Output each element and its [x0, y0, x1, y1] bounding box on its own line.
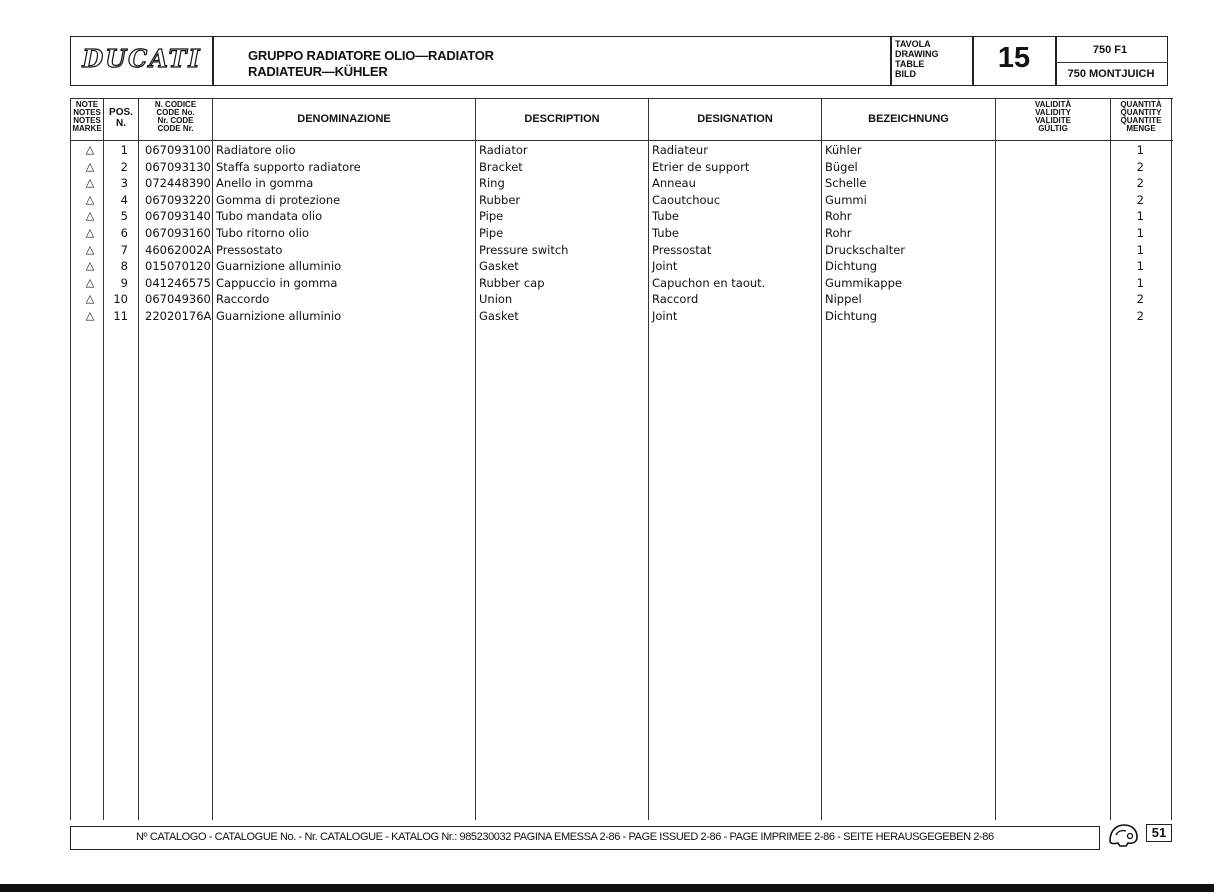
- row-note-marker: △: [85, 209, 95, 223]
- row-description: Union: [479, 292, 513, 307]
- row-denominazione: Pressostato: [216, 242, 283, 257]
- row-quantity: 2: [1136, 176, 1144, 191]
- quantity-column-header: [1111, 101, 1171, 133]
- model-label-top: 750 F1: [1092, 44, 1128, 56]
- row-quantity: 2: [1136, 159, 1144, 174]
- row-note-marker: △: [85, 192, 95, 206]
- column-divider: [475, 98, 476, 820]
- row-bezeichnung: Kühler: [825, 143, 862, 157]
- model-label-bottom: 750 MONTJUICH: [1067, 68, 1155, 80]
- row-denominazione: Staffa supporto radiatore: [216, 159, 361, 174]
- row-quantity: 1: [1136, 242, 1144, 257]
- row-bezeichnung: Druckschalter: [825, 242, 906, 257]
- row-quantity: 1: [1136, 275, 1144, 290]
- model-divider: [1055, 62, 1168, 63]
- table-label-de: BILD: [895, 69, 916, 79]
- designation-column-header: DESIGNATION: [697, 113, 773, 125]
- row-designation: Joint: [652, 259, 678, 274]
- page-title-line1: GRUPPO RADIATORE OLIO—RADIATOR: [248, 48, 494, 63]
- notes-header-it: NOTE: [75, 100, 99, 109]
- row-part-code: 067093160: [145, 226, 211, 240]
- row-designation: Tube: [652, 209, 679, 224]
- denominazione-column-header: DENOMINAZIONE: [297, 113, 391, 125]
- row-part-code: 015070120: [145, 259, 211, 274]
- quantity-header-de: MENGE: [1126, 124, 1156, 133]
- row-position: 2: [120, 159, 128, 174]
- row-designation: Raccord: [652, 292, 699, 307]
- row-note-marker: △: [85, 309, 95, 322]
- notes-header-en: NOTES: [73, 108, 101, 117]
- row-description: Radiator: [479, 143, 528, 157]
- row-part-code: 067093130: [145, 159, 211, 174]
- row-position: 10: [113, 292, 128, 307]
- row-denominazione: Anello in gomma: [216, 176, 314, 191]
- validity-header-fr: VALIDITE: [1035, 116, 1071, 125]
- description-column-header: DESCRIPTION: [524, 113, 600, 125]
- row-description: Bracket: [479, 159, 523, 174]
- row-designation: Capuchon en taout.: [652, 275, 766, 290]
- row-position: 3: [120, 176, 128, 191]
- row-position: 7: [120, 242, 128, 257]
- header-divider: [212, 36, 214, 86]
- row-bezeichnung: Nippel: [825, 292, 862, 307]
- code-header-de: CODE Nr.: [157, 124, 194, 133]
- row-description: Rubber cap: [479, 275, 545, 290]
- column-divider: [1171, 98, 1172, 820]
- validity-header-it: VALIDITÀ: [1034, 100, 1072, 109]
- column-divider: [138, 98, 139, 820]
- row-bezeichnung: Dichtung: [825, 259, 878, 274]
- row-quantity: 2: [1136, 292, 1144, 307]
- row-quantity: 1: [1136, 226, 1144, 240]
- row-part-code: 072448390: [145, 176, 211, 191]
- row-position: 1: [120, 143, 128, 157]
- row-denominazione: Tubo mandata olio: [216, 209, 323, 224]
- row-position: 8: [120, 259, 128, 274]
- row-designation: Anneau: [652, 176, 696, 191]
- row-part-code: 46062002A: [145, 242, 212, 257]
- row-designation: Radiateur: [652, 143, 708, 157]
- table-label-fr: TABLE: [895, 59, 925, 69]
- row-note-marker: △: [85, 259, 95, 273]
- row-quantity: 1: [1136, 259, 1144, 274]
- row-note-marker: △: [85, 292, 95, 306]
- row-note-marker: △: [85, 226, 95, 239]
- header-divider: [972, 36, 974, 86]
- column-divider: [821, 98, 822, 820]
- code-header-it: N. CODICE: [154, 100, 197, 109]
- row-position: 6: [120, 226, 128, 240]
- column-divider: [648, 98, 649, 820]
- row-denominazione: Guarnizione alluminio: [216, 259, 342, 274]
- row-description: Pressure switch: [479, 242, 569, 257]
- catalogue-footer-text: Nº CATALOGO - CATALOGUE No. - Nr. CATALOGUE - KATALOG Nr.: 985230032 PAGINA EMESSA 2-86 - PAGE ISSUED 2-86 - PAGE IMPRIMEE 2-86 - SEITE HERAUSGEGEBEN 2-86: [136, 831, 994, 843]
- row-bezeichnung: Schelle: [825, 176, 867, 191]
- row-bezeichnung: Dichtung: [825, 309, 878, 323]
- row-designation: Pressostat: [652, 242, 712, 257]
- row-description: Rubber: [479, 192, 521, 207]
- row-part-code: 067093220: [145, 192, 211, 207]
- row-quantity: 2: [1136, 309, 1144, 323]
- quantity-header-en: QUANTITY: [1120, 108, 1162, 117]
- row-quantity: 1: [1136, 209, 1144, 224]
- row-bezeichnung: Gummikappe: [825, 275, 902, 290]
- row-part-code: 041246575: [145, 275, 211, 290]
- pos-column-header: [104, 107, 138, 129]
- row-position: 5: [120, 209, 128, 224]
- row-bezeichnung: Rohr: [825, 226, 852, 240]
- row-bezeichnung: Gummi: [825, 192, 867, 207]
- page-title-line2: RADIATEUR—KÜHLER: [248, 64, 388, 79]
- row-quantity: 1: [1136, 143, 1144, 157]
- row-note-marker: △: [85, 242, 95, 256]
- page-number: 51: [1146, 824, 1172, 842]
- table-label-it: TAVOLA: [895, 39, 931, 49]
- code-column-header: [139, 101, 212, 133]
- row-note-marker: △: [85, 143, 95, 156]
- row-part-code: 22020176A: [145, 309, 212, 323]
- row-denominazione: Cappuccio in gomma: [216, 275, 338, 290]
- row-denominazione: Gomma di protezione: [216, 192, 341, 207]
- row-designation: Caoutchouc: [652, 192, 721, 207]
- row-bezeichnung: Rohr: [825, 209, 852, 224]
- row-position: 9: [120, 275, 128, 290]
- notes-column-header: [71, 101, 103, 133]
- code-header-fr: Nr. CODE: [157, 116, 194, 125]
- row-quantity: 2: [1136, 192, 1144, 207]
- row-description: Gasket: [479, 259, 519, 274]
- column-divider: [995, 98, 996, 820]
- scan-bottom-edge: [0, 884, 1214, 892]
- validity-header-en: VALIDITY: [1035, 108, 1071, 117]
- column-divider: [1110, 98, 1111, 820]
- row-description: Gasket: [479, 309, 519, 323]
- notes-header-de: MARKE: [72, 124, 102, 133]
- row-part-code: 067093100: [145, 143, 211, 157]
- pos-header-line1: POS.: [109, 107, 133, 118]
- code-header-en: CODE No.: [156, 108, 195, 117]
- bezeichnung-column-header: BEZEICHNUNG: [868, 113, 949, 125]
- row-designation: Etrier de support: [652, 159, 750, 174]
- row-note-marker: △: [85, 176, 95, 190]
- validity-header-de: GÜLTIG: [1038, 124, 1068, 133]
- quantity-header-fr: QUANTITE: [1120, 116, 1162, 125]
- header-divider: [890, 36, 892, 86]
- row-position: 4: [120, 192, 128, 207]
- row-part-code: 067049360: [145, 292, 211, 307]
- row-position: 11: [113, 309, 128, 323]
- row-designation: Joint: [652, 309, 678, 323]
- table-label-en: DRAWING: [895, 49, 939, 59]
- column-divider: [70, 98, 71, 820]
- row-denominazione: Raccordo: [216, 292, 270, 307]
- wrench-book-icon: [1106, 819, 1142, 849]
- quantity-header-it: QUANTITÀ: [1120, 100, 1162, 109]
- row-part-code: 067093140: [145, 209, 211, 224]
- row-denominazione: Radiatore olio: [216, 143, 296, 157]
- row-description: Ring: [479, 176, 505, 191]
- row-description: Pipe: [479, 209, 504, 224]
- column-divider: [212, 98, 213, 820]
- header-divider: [1055, 36, 1057, 86]
- row-denominazione: Guarnizione alluminio: [216, 309, 342, 323]
- row-bezeichnung: Bügel: [825, 159, 858, 174]
- pos-header-line2: N.: [116, 118, 126, 129]
- validity-column-header: [1020, 101, 1086, 133]
- notes-header-fr: NOTES: [73, 116, 101, 125]
- row-note-marker: △: [85, 159, 95, 173]
- drawing-number: 15: [997, 42, 1031, 74]
- row-note-marker: △: [85, 275, 95, 289]
- row-denominazione: Tubo ritorno olio: [216, 226, 309, 240]
- ducati-logo: DUCATI: [82, 44, 202, 73]
- row-designation: Tube: [652, 226, 679, 240]
- row-description: Pipe: [479, 226, 504, 240]
